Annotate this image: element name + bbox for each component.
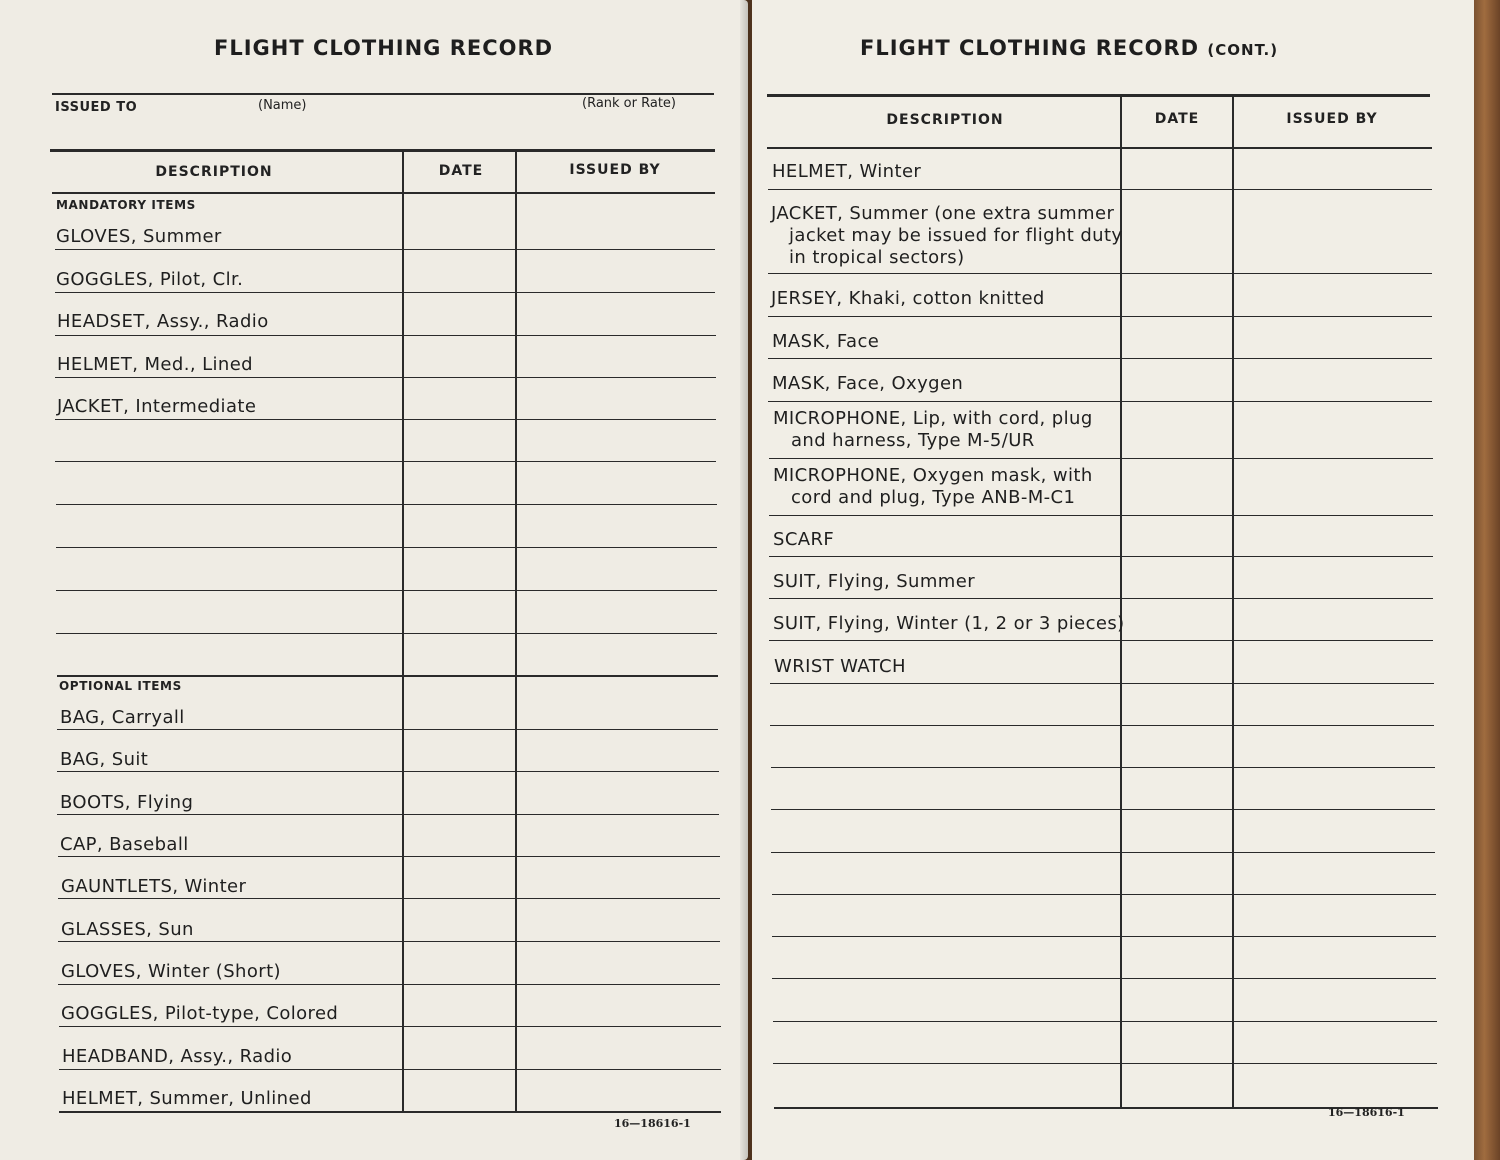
list-item: GAUNTLETS, Winter [61,876,247,897]
header-bottom-rule [52,192,715,194]
description-column-header: DESCRIPTION [886,112,1004,128]
list-item: SCARF [773,529,835,550]
blank-row-rule [56,590,717,591]
blank-row-rule [772,978,1436,979]
list-item: HEADBAND, Assy., Radio [62,1046,293,1067]
optional-items-heading: OPTIONAL ITEMS [59,679,182,693]
list-item [773,408,1093,452]
table-top-rule [767,94,1430,97]
row-rule [58,856,720,857]
row-rule [57,814,719,815]
left-page [0,0,748,1160]
list-item: HELMET, Summer, Unlined [62,1088,312,1109]
row-rule [769,640,1433,641]
blank-row-rule [56,633,717,634]
row-rule [55,377,716,378]
row-rule [55,335,716,336]
blank-row-rule [55,461,716,462]
table-top-rule [50,149,715,152]
list-item: HELMET, Med., Lined [57,354,254,375]
list-item: GOGGLES, Pilot-type, Colored [61,1003,339,1024]
form-number: 16—18616-1 [1328,1106,1405,1119]
description-column-header: DESCRIPTION [155,164,273,180]
list-item-line: jacket may be issued for flight duty [789,225,1123,246]
header-bottom-rule [767,147,1432,149]
list-item: HEADSET, Assy., Radio [57,311,269,332]
right-page-title [860,36,1278,60]
list-item: BAG, Suit [60,749,149,770]
blank-row-rule [773,1063,1437,1064]
row-rule [55,249,715,250]
list-item [771,203,1122,269]
issued-by-column-header: ISSUED BY [569,162,661,178]
mandatory-items-heading: MANDATORY ITEMS [56,198,196,212]
list-item: CAP, Baseball [60,834,189,855]
form-number: 16—18616-1 [614,1117,691,1130]
list-item-line: MICROPHONE, Lip, with cord, plug [773,408,1093,429]
row-rule [55,292,715,293]
list-item: HELMET, Winter [772,161,922,182]
row-rule [58,898,720,899]
row-rule [57,771,719,772]
list-item: GLOVES, Summer [56,226,222,247]
list-item: GLOVES, Winter (Short) [61,961,281,982]
row-rule [769,598,1433,599]
list-item: MASK, Face, Oxygen [772,373,964,394]
right-page-title-suffix: (CONT.) [1207,41,1279,59]
list-item-line: JACKET, Summer (one extra summer [771,203,1115,224]
rank-label: (Rank or Rate) [582,96,676,111]
list-item-line: in tropical sectors) [789,247,965,268]
issued-by-column-divider [515,150,517,1113]
right-page-title-text: FLIGHT CLOTHING RECORD [860,36,1200,60]
list-item: MASK, Face [772,331,880,352]
blank-row-rule [770,725,1434,726]
row-rule [769,515,1433,516]
list-item: WRIST WATCH [774,656,906,677]
date-column-header: DATE [438,163,484,179]
row-rule [58,941,720,942]
header-top-rule [52,93,714,95]
list-item-line: cord and plug, Type ANB-M-C1 [791,487,1076,508]
list-item: BOOTS, Flying [60,792,194,813]
issued-to-label: ISSUED TO [55,100,138,115]
row-rule [768,316,1432,317]
blank-row-rule [771,767,1435,768]
blank-row-rule [56,547,717,548]
list-item: JERSEY, Khaki, cotton knitted [771,288,1045,309]
cover-edge [1474,0,1500,1160]
list-item: SUIT, Flying, Summer [773,571,976,592]
row-rule [768,401,1432,402]
row-rule [55,419,716,420]
table-bottom-rule [59,1111,721,1113]
list-item: BAG, Carryall [60,707,185,728]
list-item: GLASSES, Sun [61,919,194,940]
right-page [752,0,1474,1160]
list-item: SUIT, Flying, Winter (1, 2 or 3 pieces) [773,613,1125,634]
issued-by-column-divider [1232,95,1234,1109]
row-rule [768,189,1432,190]
list-item [773,465,1093,509]
blank-row-rule [772,936,1436,937]
left-page-title: FLIGHT CLOTHING RECORD [214,36,554,60]
row-rule [59,1026,721,1027]
blank-row-rule [771,809,1435,810]
row-rule [58,984,720,985]
row-rule [59,1069,721,1070]
row-rule [769,556,1433,557]
row-rule [768,358,1432,359]
section-divider-rule [57,675,718,677]
row-rule [770,683,1434,684]
name-label: (Name) [258,98,307,113]
list-item: GOGGLES, Pilot, Clr. [56,269,244,290]
list-item-line: and harness, Type M-5/UR [791,430,1035,451]
row-rule [768,273,1432,274]
list-item-line: MICROPHONE, Oxygen mask, with [773,465,1093,486]
date-column-divider [402,150,404,1113]
blank-row-rule [771,852,1435,853]
list-item: JACKET, Intermediate [57,396,257,417]
blank-row-rule [773,1021,1437,1022]
row-rule [769,458,1433,459]
blank-row-rule [56,504,717,505]
date-column-header: DATE [1154,111,1200,127]
blank-row-rule [772,894,1436,895]
row-rule [57,729,718,730]
issued-by-column-header: ISSUED BY [1286,111,1378,127]
